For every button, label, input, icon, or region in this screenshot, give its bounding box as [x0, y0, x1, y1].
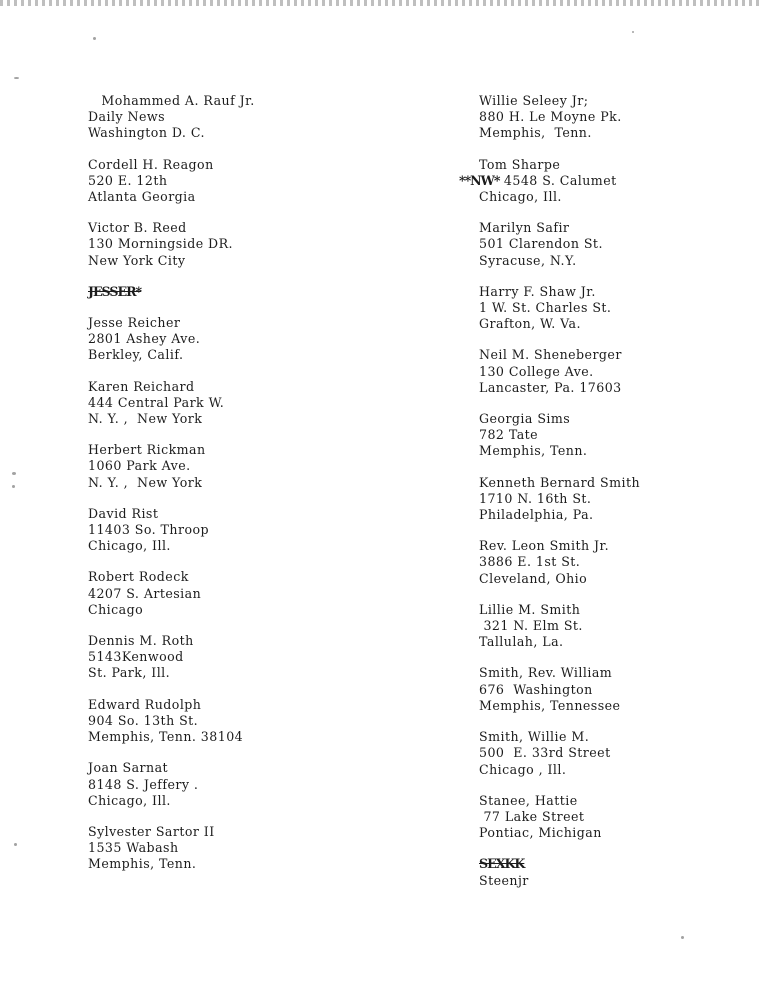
entry-city: Cleveland, Ohio — [479, 570, 588, 586]
address-entry-reichard — [88, 379, 388, 428]
entry-city: Chicago, Ill. — [479, 189, 562, 205]
scan-speck — [681, 936, 684, 939]
entry-address: 321 N. Elm St. — [479, 618, 583, 634]
entry-name: Kenneth Bernard Smith — [479, 474, 641, 490]
left-address-column — [88, 93, 388, 888]
entry-city: Chicago, Ill. — [88, 792, 171, 808]
entry-city: Atlanta Georgia — [88, 189, 196, 205]
entry-name: Neil M. Sheneberger — [479, 347, 622, 363]
entry-name: Mohammed A. Rauf Jr. — [88, 93, 255, 108]
address-entry-steen — [479, 856, 749, 888]
entry-name: Sylvester Sartor II — [88, 823, 215, 839]
address-entry-rickman — [88, 442, 388, 491]
address-entry-william-smith — [479, 665, 749, 714]
scan-speck — [14, 77, 19, 79]
address-entry-sheneberger — [479, 347, 749, 396]
address-entry-rudolph — [88, 697, 388, 746]
address-entry-reicher — [88, 315, 388, 364]
entry-address: 500 E. 33rd Street — [479, 745, 611, 761]
struck-text: JESSER* — [88, 283, 142, 299]
entry-address: 2801 Ashey Ave. — [88, 331, 201, 347]
entry-city: Memphis, Tennessee — [479, 697, 621, 713]
entry-address: 782 Tate — [479, 427, 539, 443]
entry-city: Chicago — [88, 601, 144, 617]
entry-city: Memphis, Tenn. 38104 — [88, 729, 244, 745]
address-entry-sarnat — [88, 760, 388, 809]
entry-city: Berkley, Calif. — [88, 347, 184, 363]
entry-name: Marilyn Safir — [479, 220, 570, 236]
entry-address: 5143Kenwood — [88, 649, 184, 665]
entry-address: 676 Washington — [479, 681, 593, 697]
entry-city: Memphis, Tenn. — [479, 443, 588, 459]
entry-city: Lancaster, Pa. 17603 — [479, 379, 622, 395]
entry-name: Willie Seleey Jr; — [479, 93, 589, 108]
entry-name: Robert Rodeck — [88, 569, 189, 585]
entry-address: Daily News — [88, 109, 165, 125]
entry-address: 77 Lake Street — [479, 808, 585, 824]
entry-address: 4207 S. Artesian — [88, 585, 202, 601]
entry-address — [459, 172, 749, 189]
address-entry-reed — [88, 220, 388, 269]
entry-name: Karen Reichard — [88, 378, 195, 394]
address-entry-sartor — [88, 824, 388, 873]
entry-address: 11403 So. Throop — [88, 522, 210, 538]
entry-city: Grafton, W. Va. — [479, 316, 581, 332]
entry-name: Herbert Rickman — [88, 442, 206, 458]
entry-city: Washington D. C. — [88, 125, 205, 141]
entry-name: Harry F. Shaw Jr. — [479, 283, 596, 299]
entry-city: N. Y. , New York — [88, 411, 203, 427]
struck-text: SEXKK — [479, 856, 525, 872]
scan-speck — [12, 485, 15, 488]
entry-name: Rev. Leon Smith Jr. — [479, 538, 610, 554]
entry-address: 501 Clarendon St. — [479, 236, 603, 252]
address-entry-kenneth-smith — [479, 475, 749, 524]
address-entry-rist — [88, 506, 388, 555]
entry-city: New York City — [88, 252, 186, 268]
address-entry-lillie-smith — [479, 602, 749, 651]
address-entry-shaw — [479, 284, 749, 333]
entry-address: 130 Morningside DR. — [88, 236, 233, 252]
entry-address: 520 E. 12th — [88, 172, 168, 188]
entry-city: Tallulah, La. — [479, 634, 564, 650]
entry-name: Stanee, Hattie — [479, 792, 578, 808]
entry-address: 1710 N. 16th St. — [479, 490, 592, 506]
entry-name: Joan Sarnat — [88, 760, 169, 776]
address-entry-stanee — [479, 793, 749, 842]
entry-address: 1 W. St. Charles St. — [479, 300, 612, 316]
entry-address: 130 College Ave. — [479, 363, 594, 379]
scan-speck — [14, 843, 17, 846]
entry-address: 1535 Wabash — [88, 840, 179, 856]
entry-address: 1060 Park Ave. — [88, 458, 191, 474]
entry-address: 904 So. 13th St. — [88, 712, 199, 728]
right-address-column — [459, 93, 749, 904]
entry-address: 8148 S. Jeffery . — [88, 776, 199, 792]
address-entry-safir — [479, 220, 749, 269]
entry-address: 880 H. Le Moyne Pk. — [479, 109, 622, 125]
overtyped-prefix: **NW* — [459, 172, 500, 188]
address-entry-rodeck — [88, 569, 388, 618]
entry-name: Cordell H. Reagon — [88, 156, 214, 172]
entry-name: David Rist — [88, 505, 159, 521]
entry-name: Georgia Sims — [479, 411, 571, 427]
entry-name: Lillie M. Smith — [479, 601, 581, 617]
entry-city: N. Y. , New York — [88, 474, 203, 490]
entry-address: 444 Central Park W. — [88, 394, 225, 410]
entry-name: Dennis M. Roth — [88, 633, 194, 649]
address-entry-seleey — [479, 93, 749, 142]
entry-name: Smith, Rev. William — [479, 665, 613, 681]
entry-name: Smith, Willie M. — [479, 729, 590, 745]
entry-city: Philadelphia, Pa. — [479, 507, 594, 523]
entry-city: St. Park, Ill. — [88, 665, 171, 681]
entry-name: Victor B. Reed — [88, 220, 187, 236]
entry-address: 3886 E. 1st St. — [479, 554, 581, 570]
entry-name: Steenjr — [479, 872, 529, 888]
entry-city: Chicago , Ill. — [479, 761, 567, 777]
entry-city: Chicago, Ill. — [88, 538, 171, 554]
address-entry-reagon — [88, 157, 388, 206]
struck-out-entry — [88, 284, 388, 300]
entry-city: Memphis, Tenn. — [479, 125, 592, 141]
entry-address-text: 4548 S. Calumet — [503, 172, 617, 188]
address-entry-roth — [88, 633, 388, 682]
scan-speck — [93, 37, 96, 40]
entry-city: Pontiac, Michigan — [479, 825, 602, 841]
entry-name: Tom Sharpe — [479, 156, 561, 172]
scan-speck — [12, 472, 16, 475]
page-top-edge — [0, 0, 763, 6]
address-entry-willie-smith — [479, 729, 749, 778]
address-entry-leon-smith — [479, 538, 749, 587]
address-entry-sharpe — [459, 156, 749, 206]
address-entry-sims — [479, 411, 749, 460]
entry-city: Syracuse, N.Y. — [479, 252, 577, 268]
entry-name: Edward Rudolph — [88, 696, 202, 712]
address-entry-rauf — [88, 93, 388, 142]
entry-city: Memphis, Tenn. — [88, 856, 197, 872]
scan-speck — [632, 31, 634, 33]
entry-name: Jesse Reicher — [88, 315, 181, 331]
